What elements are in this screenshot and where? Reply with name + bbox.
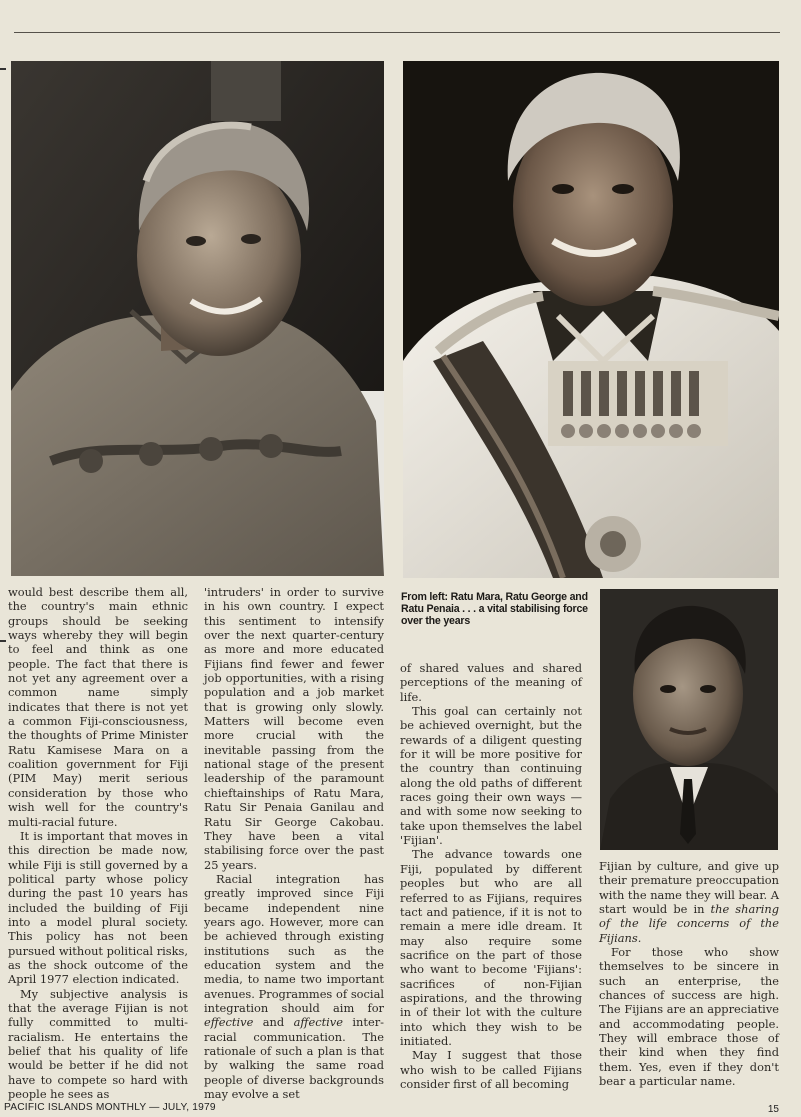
- margin-mark: [0, 68, 6, 70]
- paragraph: would best describe them all, the country's main ethnic groups should be seeking ways whereby they will begin to feel and think as one people. The fact that there is not yet any agreement over a common name simply indicates that there is not yet a common Fiji-consciousness, the thoughts of Prime Minister Ratu Kamisese Mara on a coalition government for Fiji (PIM May) merit serious consideration by those who wish well for the country's multi-racial future.: [8, 585, 188, 829]
- paragraph: For those who show themselves to be sincere in such an enterprise, the chances of success are high. The Fijians are an appreciative and accommodating people. They will embrace those of their kind when they find them. Yes, even if they don't bear a particular name.: [599, 945, 779, 1089]
- photo-ratu-george: [403, 61, 779, 578]
- header-rule: [14, 32, 780, 33]
- paragraph: It is important that moves in this direction be made now, while Fiji is still governed by a political party whose policy during the past 10 years has included the building of Fiji into a model plural society. This policy has not been pursued without political risks, as the shock outcome of the April 1977 election indicated.: [8, 828, 188, 987]
- margin-mark: [0, 640, 6, 642]
- paragraph: This goal can certainly not be achieved overnight, but the rewards of a diligent questing for it will be more positive for the country than continuing along the old paths of different races going their own ways — and with some now seeking to take upon themselves the label 'Fijian'.: [400, 704, 582, 848]
- text-run: and: [253, 1015, 294, 1030]
- page-number: 15: [767, 1104, 779, 1115]
- photo-caption: From left: Ratu Mara, Ratu George and Ratu Penaia . . . a vital stabilising force over the years: [401, 591, 588, 628]
- text-run: Fijian by culture, and give up their premature preoccupation with the name they will bear. A start would be in: [599, 859, 779, 917]
- text-run: Racial integration has greatly improved since Fiji became independent nine years ago. However, more can be achieved through existing institutions such as the education system and the media, to name two important avenues. Programmes of social integration should aim for: [204, 871, 384, 1015]
- photo-ratu-penaia: [600, 589, 778, 850]
- paragraph: The advance towards one Fiji, populated by different peoples but who are all referred to as Fijians, requires tact and patience, if it is not to remain a mere idle dream. It may also require some sacrifice on the part of those who want to become 'Fijians': sacrifices of non-Fijian aspirations, and the throwing in of their lot with the culture into which they wish to be initiated.: [400, 847, 582, 1048]
- paragraph: of shared values and shared perceptions of the meaning of life.: [400, 661, 582, 704]
- emphasis-text: affective: [293, 1015, 343, 1030]
- paragraph: May I suggest that those who wish to be called Fijians consider first of all becoming: [400, 1048, 582, 1091]
- paragraph: [599, 859, 779, 945]
- emphasis-text: effective: [204, 1015, 254, 1030]
- article-column-2: [204, 585, 384, 1101]
- publication-footer: PACIFIC ISLANDS MONTHLY — JULY, 1979: [4, 1102, 216, 1113]
- emphasis-text: the sharing of the life concerns of the Fijians.: [599, 902, 779, 945]
- article-column-3: [400, 661, 582, 1091]
- photo-ratu-mara: [11, 61, 384, 576]
- paragraph: [204, 872, 384, 1102]
- paragraph: 'intruders' in order to survive in his own country. I expect this sentiment to intensify over the next quarter-century as more and more educated Fijians find fewer and fewer job opportunities, with a rising population and a job market that is growing only slowly. Matters will become even more crucial with the inevitable passing from the national stage of the present leadership of the paramount chieftainships of Ratu Mara, Ratu Sir Penaia Ganilau and Ratu Sir George Cakobau. They have been a vital stabilising force over the past 25 years.: [204, 585, 384, 872]
- text-run: inter-racial communication. The rationale of such a plan is that by walking the same road people of diverse backgrounds may evolve a set: [204, 1015, 384, 1102]
- article-column-4: [599, 859, 779, 1089]
- paragraph: My subjective analysis is that the average Fijian is not fully committed to multi-racialism. He entertains the belief that his quality of life would be better if he did not have to compete so hard with people he sees as: [8, 986, 188, 1102]
- article-column-1: [8, 585, 188, 1101]
